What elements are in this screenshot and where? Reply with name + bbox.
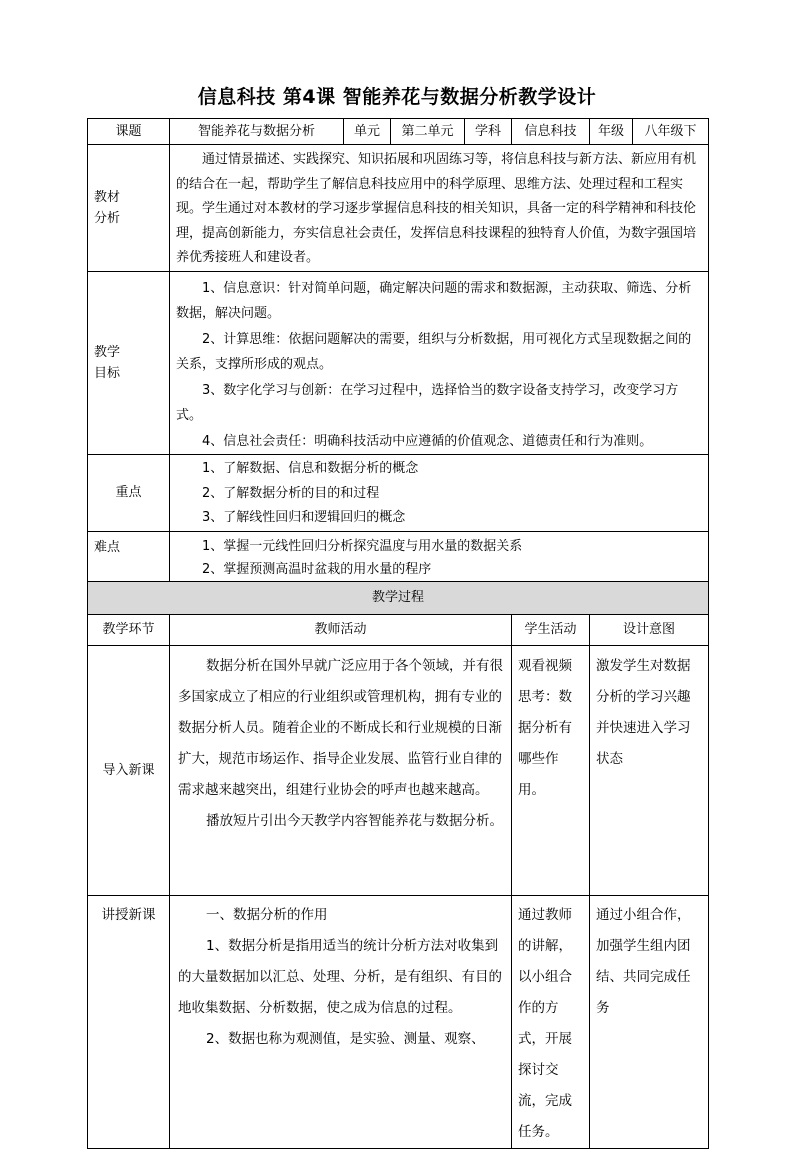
lesson-plan-table	[87, 118, 709, 1149]
analysis-row	[88, 145, 709, 272]
unit-value: 第二单元	[391, 119, 465, 145]
intro-student-line: 思考：数据分析有哪些作用。	[518, 688, 572, 798]
grade-label: 年级	[590, 119, 633, 145]
goals-text-cell	[170, 271, 709, 455]
page-title: 信息科技 第4课 智能养花与数据分析教学设计	[197, 86, 597, 108]
goal-item: 1、信息意识：针对简单问题，确定解决问题的需求和数据源，主动获取、筛选、分析数据，解决问题。	[176, 280, 692, 321]
new-lesson-stage: 讲授新课	[88, 895, 170, 1148]
new-lesson-row	[88, 895, 709, 1148]
goal-item: 4、信息社会责任：明确科技活动中应遵循的价值观念、道德责任和行为准则。	[202, 433, 653, 449]
topic-value: 智能养花与数据分析	[170, 119, 344, 145]
grade-value: 八年级下	[633, 119, 709, 145]
key-point-item: 1、了解数据、信息和数据分析的概念	[202, 461, 419, 476]
key-point-item: 2、了解数据分析的目的和过程	[202, 485, 380, 501]
difficulty-item: 1、掌握一元线性回归分析探究温度与用水量的数据关系	[202, 538, 523, 554]
intro-student-cell	[512, 645, 590, 895]
analysis-label	[88, 145, 170, 272]
intro-intent: 激发学生对数据分析的学习兴趣并快速进入学习状态	[596, 657, 691, 767]
new-lesson-student-cell	[512, 895, 590, 1148]
goals-label-line2: 目标	[94, 365, 121, 381]
intro-intent-cell	[590, 645, 709, 895]
goals-row	[88, 271, 709, 455]
col-teacher: 教师活动	[170, 614, 512, 645]
intro-student-line: 观看视频	[518, 657, 572, 674]
intro-teacher-cell	[170, 645, 512, 895]
difficulties-row	[88, 531, 709, 581]
goal-item: 2、计算思维：依据问题解决的需要，组织与分析数据，用可视化方式呈现数据之间的关系，支撑所形成的观点。	[176, 331, 692, 372]
subject-label: 学科	[465, 119, 512, 145]
col-stage: 教学环节	[88, 614, 170, 645]
header-row	[88, 119, 709, 145]
new-lesson-student: 通过教师的讲解，以小组合作的方式，开展探讨交流，完成任务。	[518, 906, 572, 1140]
new-lesson-intent-cell	[590, 895, 709, 1148]
topic-label: 课题	[88, 119, 170, 145]
col-student: 学生活动	[512, 614, 590, 645]
analysis-label-line1: 教材	[94, 189, 121, 205]
key-points-row	[88, 455, 709, 532]
subject-value: 信息科技	[512, 119, 590, 145]
unit-label: 单元	[344, 119, 391, 145]
difficulties-cell	[170, 531, 709, 581]
goals-label	[88, 271, 170, 455]
new-lesson-teacher-cell	[170, 895, 512, 1148]
intro-teacher-para: 播放短片引出今天教学内容智能养花与数据分析。	[206, 812, 503, 829]
new-lesson-teacher-para: 一、数据分析的作用	[206, 906, 328, 923]
goal-item: 3、数字化学习与创新：在学习过程中，选择恰当的数字设备支持学习，改变学习方式。	[176, 382, 679, 423]
new-lesson-teacher-para: 1、数据分析是指用适当的统计分析方法对收集到的大量数据加以汇总、处理、分析，是有组织、有目的地收集数据、分析数据，使之成为信息的过程。	[178, 937, 502, 1016]
key-points-label: 重点	[88, 455, 170, 532]
new-lesson-teacher-para: 2、数据也称为观测值，是实验、测量、观察、	[206, 1030, 485, 1047]
analysis-text-cell	[170, 145, 709, 272]
process-section-title: 教学过程	[88, 581, 709, 614]
difficulties-label: 难点	[88, 531, 170, 581]
col-intent: 设计意图	[590, 614, 709, 645]
intro-teacher-para: 数据分析在国外早就广泛应用于各个领域，并有很多国家成立了相应的行业组织或管理机构，拥有专业的数据分析人员。随着企业的不断成长和行业规模的日渐扩大，规范市场运作、指导企业发展、监管行业自律的需求越来越突出，组建行业协会的呼声也越来越高。	[178, 657, 503, 798]
key-points-cell	[170, 455, 709, 532]
intro-stage: 导入新课	[88, 645, 170, 895]
intro-row	[88, 645, 709, 895]
process-header-row	[88, 581, 709, 614]
key-point-item: 3、了解线性回归和逻辑回归的概念	[202, 510, 406, 525]
difficulty-item: 2、掌握预测高温时盆栽的用水量的程序	[202, 561, 432, 577]
new-lesson-intent: 通过小组合作，加强学生组内团结、共同完成任务	[596, 906, 691, 1016]
analysis-label-line2: 分析	[94, 210, 121, 226]
analysis-text: 通过情景描述、实践探究、知识拓展和巩固练习等，将信息科技与新方法、新应用有机的结合在一起，帮助学生了解信息科技应用中的科学原理、思维方法、处理过程和工程实现。学生通过对本教材的学习逐步掌握信息科技的相关知识，具备一定的科学精神和科技伦理，提高创新能力，夯实信息社会责任，发挥信息科技课程的独特育人价值，为数字强国培养优秀接班人和建设者。	[176, 152, 697, 265]
process-columns-row	[88, 614, 709, 645]
goals-label-line1: 教学	[94, 344, 121, 360]
